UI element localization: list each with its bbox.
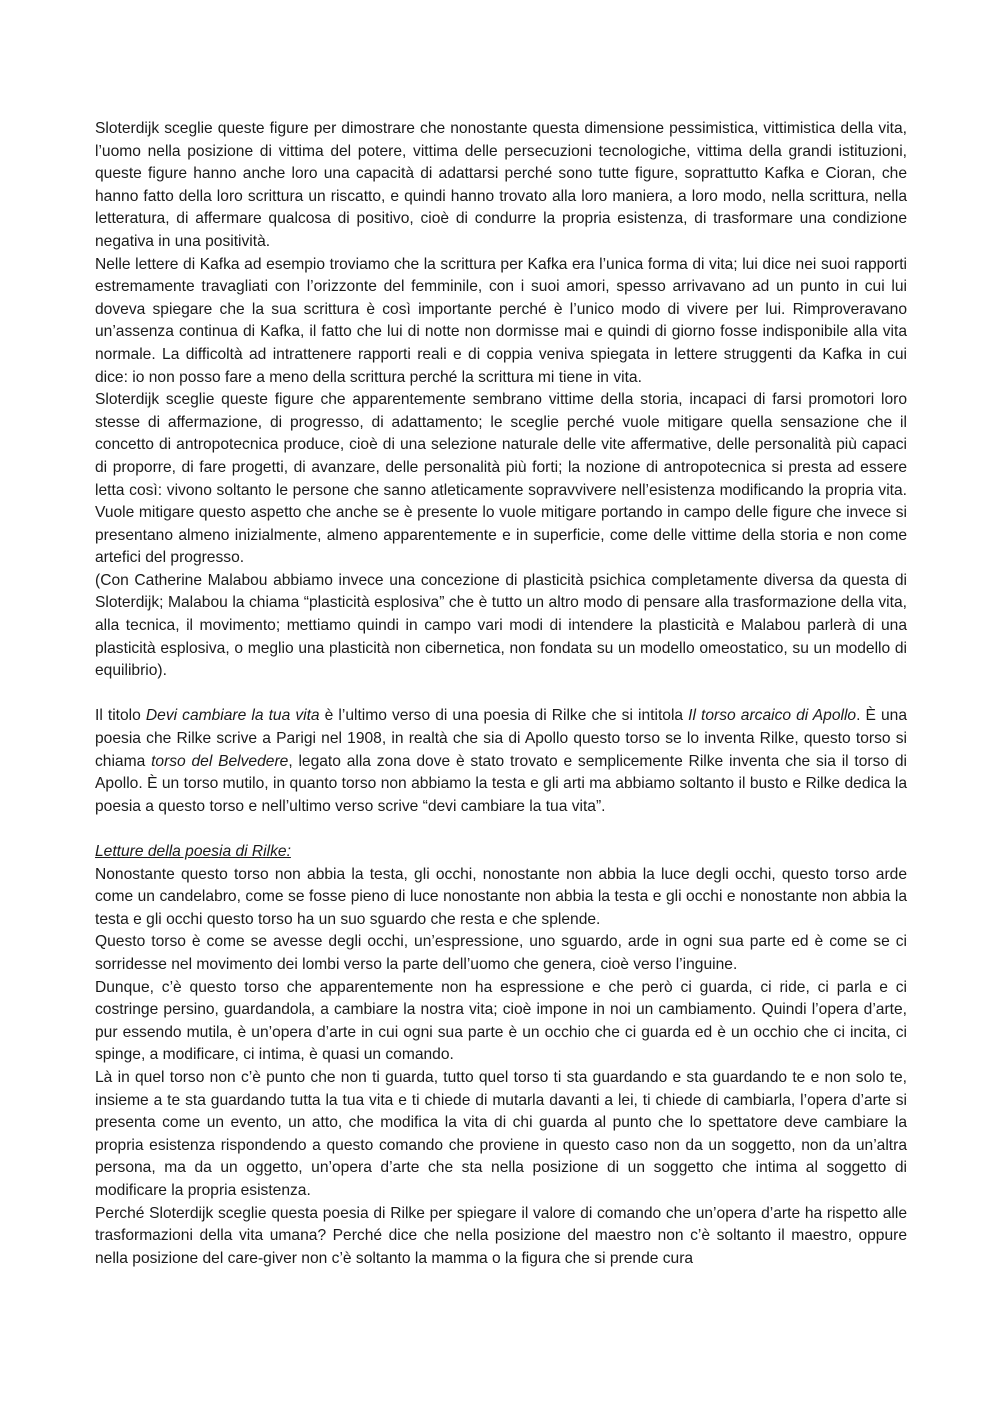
paragraph-kafka-letters: Nelle lettere di Kafka ad esempio troviamo che la scrittura per Kafka era l’unica forma di vita; lui dice nei suoi rapporti estremamente travagliati con l’orizzonte del femminile, con i suoi amori, spesso arrivavano ad un punto in cui lui doveva spiegare che la sua scrittura è così importante perché è l’unico modo di vivere per lui. Rimproveravano un’assenza continua di Kafka, il fatto che lui di notte non dormisse mai e quindi di giorno fosse indisponibile alla vita normale. La difficoltà ad intrattenere rapporti reali e di coppia veniva spiegata in lettere struggenti da Kafka in cui dice: io non posso fare a meno della scrittura perché la scrittura mi tiene in vita. bbox=[95, 255, 907, 386]
paragraph-why-rilke: Perché Sloterdijk sceglie questa poesia di Rilke per spiegare il valore di comando che un’opera d’arte ha rispetto alle trasformazioni della vita umana? Perché dice che nella posizione del maestro non c’è soltanto il maestro, oppure nella posizione del care-giver non c’è soltanto la mamma o la figura che si prende cura bbox=[95, 1204, 907, 1267]
section-heading-letture bbox=[95, 841, 907, 864]
paragraph-sloterdijk-choice: Sloterdijk sceglie queste figure che apparentemente sembrano vittime della storia, incapaci di farsi promotori loro stesse di affermazione, di progresso, di adattamento; le sceglie perché vuole mitigare quella sensazione che il concetto di antropotecnica produce, cioè di una selezione naturale delle vite affermative, delle personalità più capaci di proporre, di fare progetti, di avanzare, delle personalità più forti; la nozione di antropotecnica si presta ad essere letta così: vivono soltanto le persone che sanno atleticamente sopravvivere nell’esistenza modificando la propria vita. Vuole mitigare questo aspetto che anche se è presente lo vuole mitigare portando in campo delle figure che invece si presentano almeno inizialmente, almeno apparentemente e in superficie, come delle vittime della storia e non come artefici del progresso. bbox=[95, 391, 907, 567]
text-segment: è l’ultimo verso di una poesia di Rilke che si intitola bbox=[319, 707, 689, 725]
spacer bbox=[95, 818, 907, 841]
paragraph-torso-light: Nonostante questo torso non abbia la testa, gli occhi, nonostante non abbia la luce degli occhi, questo torso arde come un candelabro, come se fosse pieno di luce nonostante non abbia la testa e gli occhi e nonostante non abbia la testa e gli occhi questo torso ha un suo sguardo che resta e che splende. bbox=[95, 865, 907, 928]
italic-title-devi-cambiare: Devi cambiare la tua vita bbox=[145, 707, 320, 725]
text-segment: Il titolo bbox=[95, 707, 146, 725]
italic-torso-belvedere: torso del Belvedere bbox=[151, 752, 289, 770]
paragraph-malabou: (Con Catherine Malabou abbiamo invece una concezione di plasticità psichica completamente diversa da questa di Sloterdijk; Malabou la chiama “plasticità esplosiva” che è tutto un altro modo di pensare alla trasformazione della vita, alla tecnica, il movimento; mettiamo quindi in campo vari modi di intendere la plasticità e Malabou parlerà di una plasticità esplosiva, o meglio una plasticità non cibernetica, non fondata su un modello omeostatico, su un modello di equilibrio). bbox=[95, 571, 907, 680]
paragraph-figures: Sloterdijk sceglie queste figure per dimostrare che nonostante questa dimensione pessimistica, vittimistica della vita, l’uomo nella posizione di vittima del potere, vittima delle persecuzioni tecnologiche, vittima della grandi istituzioni, queste figure hanno anche loro una capacità di adattarsi perché sono tutte figure, soprattutto Kafka e Cioran, che hanno fatto della loro scrittura un riscatto, e quindi hanno trovato alla loro maniera, a loro modo, nella scrittura, nella letteratura, di affermare qualcosa di positivo, cioè di condurre la propria esistenza, di trasformare una condizione negativa in una positività. bbox=[95, 120, 907, 250]
text-segment: . È una poesia che Rilke scrive a Parigi nel 1908, in realtà che sia di Apollo questo torso se lo inventa Rilke, questo torso si chiama bbox=[95, 707, 908, 770]
paragraph-torso-command: Là in quel torso non c’è punto che non ti guarda, tutto quel torso ti sta guardando e sta guardando te e non solo te, insieme a te sta guardando tutta la tua vita e ti chiede di mutarla davanti a lei, ti chiede di cambiarla, l’opera d’arte si presenta come un evento, un atto, che modifica la vita di chi guarda al punto che lo spettatore deve cambiare la propria esistenza rispondendo a questo comando che proviene in questo caso non da un soggetto, non da un’altra persona, ma da un oggetto, un’opera d’arte che sta nella posizione di un soggetto che intima al soggetto di modificare la propria esistenza. bbox=[95, 1068, 907, 1199]
document-page bbox=[95, 118, 907, 1270]
paragraph-torso-eyes: Questo torso è come se avesse degli occhi, un’espressione, uno sguardo, arde in ogni sua parte ed è come se ci sorridesse nel movimento dei lombi verso la parte dell’uomo che genera, cioè verso l’inguine. bbox=[95, 933, 907, 973]
spacer bbox=[95, 683, 907, 706]
paragraph-torso-gaze: Dunque, c’è questo torso che apparentemente non ha espressione e che però ci guarda, ci ride, ci parla e ci costringe persino, guardandola, a cambiare la nostra vita; cioè impone in noi un cambiamento. Quindi l’opera d’arte, pur essendo mutila, è un’opera d’arte in cui ogni sua parte è un occhio che ci guarda ed è un occhio che ci incita, ci spinge, a modificare, ci intima, è quasi un comando. bbox=[95, 978, 907, 1064]
italic-poem-title: Il torso arcaico di Apollo bbox=[688, 707, 857, 725]
paragraph-title-rilke bbox=[95, 705, 907, 818]
text-segment: , legato alla zona dove è stato trovato e semplicemente Rilke inventa che sia il torso di Apollo. È un torso mutilo, in quanto torso non abbiamo la testa e gli arti ma abbiamo soltanto il busto e Rilke dedica la poesia a questo torso e nell’ultimo verso scrive “devi cambiare la tua vita”. bbox=[95, 752, 907, 815]
heading-text: Letture della poesia di Rilke: bbox=[95, 843, 291, 860]
